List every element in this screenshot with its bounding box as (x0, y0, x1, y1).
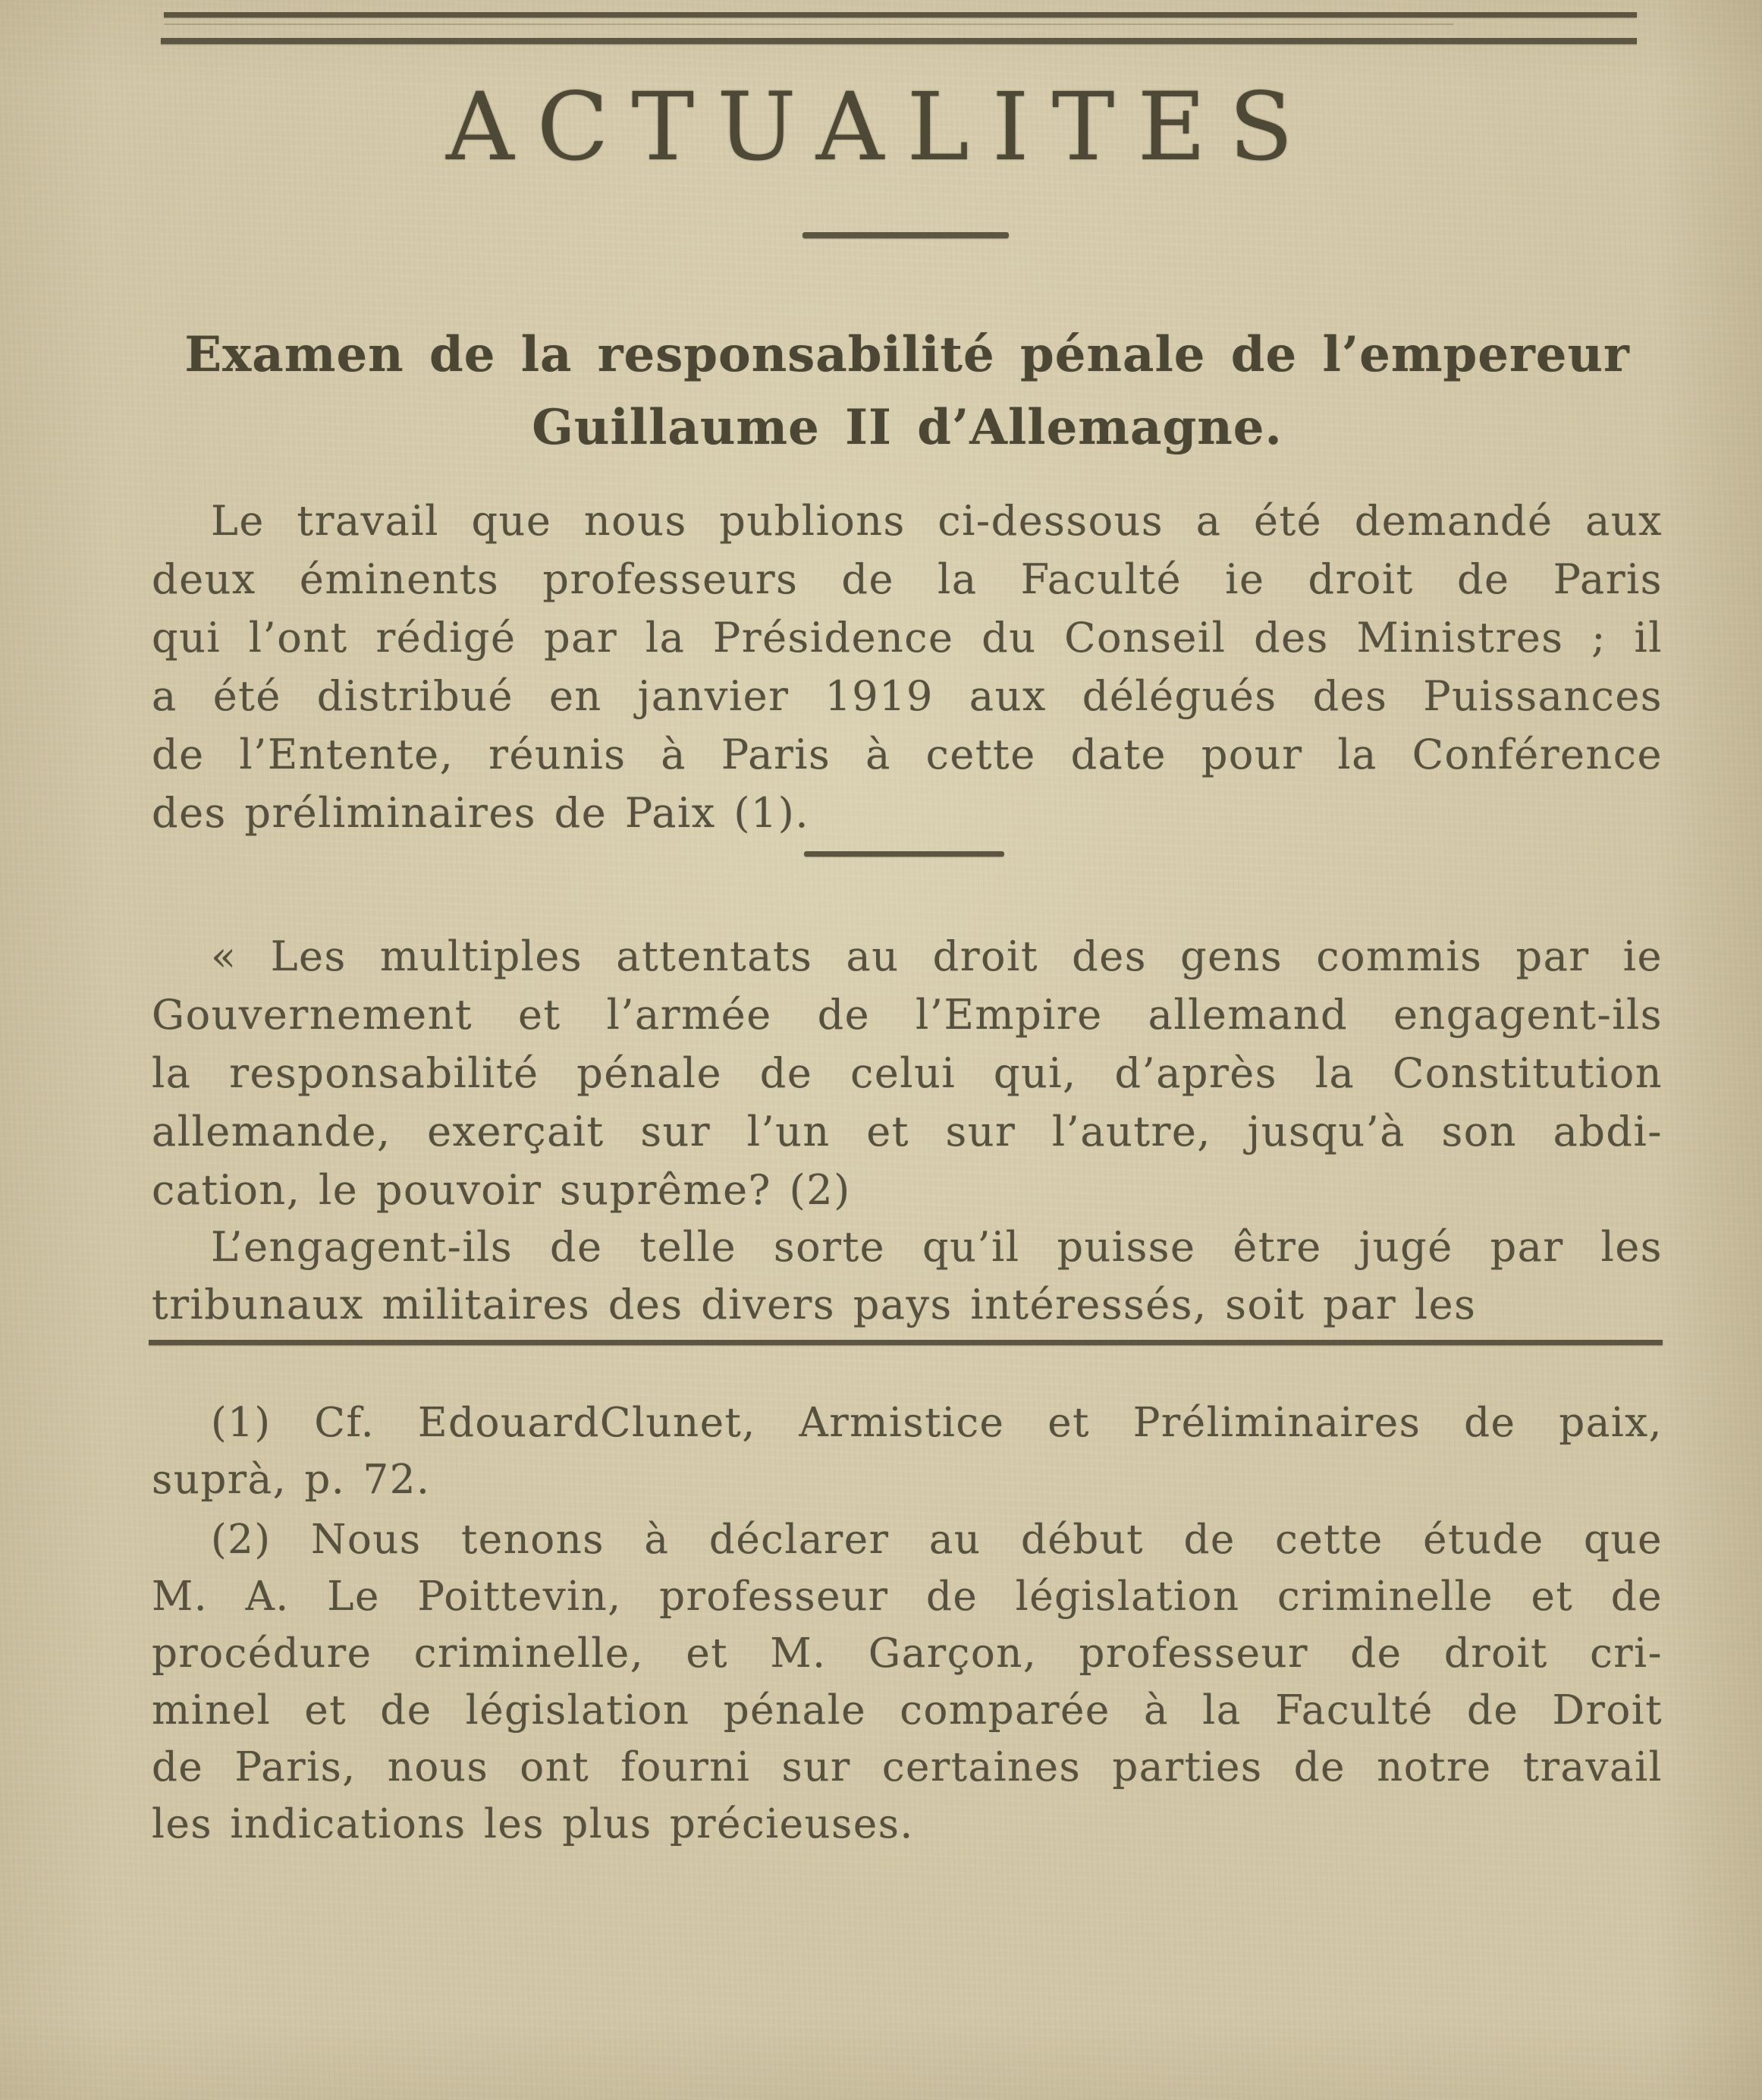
text-line: cation, le pouvoir suprême? (2) (152, 1166, 851, 1214)
text-line: (2) Nous tenons à déclarer au début de cette étude que (211, 1517, 1663, 1563)
top-rule-ghost-line (164, 24, 1453, 25)
page-title: ACTUALITES (446, 73, 1316, 182)
text-line: des préliminaires de Paix (1). (152, 789, 809, 837)
text-line: L’engagent-ils de telle sorte qu’il puisse être jugé par les (211, 1223, 1663, 1271)
text-line: Le travail que nous publions ci-dessous a été demandé aux (211, 497, 1663, 545)
text-line: (1) Cf. EdouardClunet, Armistice et Préliminaires de paix, (211, 1400, 1663, 1446)
text-line: les indications les plus précieuses. (152, 1801, 914, 1847)
footnote-1 (152, 1394, 1663, 1508)
text-line: Gouvernement et l’armée de l’Empire allemand engagent-ils (152, 991, 1663, 1039)
article-heading (152, 319, 1663, 464)
intro-paragraph (152, 492, 1663, 842)
text-line: tribunaux militaires des divers pays intéressés, soit par les (152, 1281, 1477, 1328)
footnote-2 (152, 1511, 1663, 1853)
title-divider-rule (802, 232, 1009, 238)
text-line: Guillaume II d’Allemagne. (532, 399, 1283, 456)
top-double-rule-lower (161, 38, 1637, 44)
quote-paragraph-1 (152, 927, 1663, 1219)
text-line: M. A. Le Poittevin, professeur de législation criminelle et de (152, 1573, 1663, 1620)
text-line: allemande, exerçait sur l’un et sur l’autre, jusqu’à son abdi- (152, 1108, 1663, 1155)
text-line: minel et de législation pénale comparée à la Faculté de Droit (152, 1687, 1663, 1734)
quote-paragraph-2 (152, 1218, 1663, 1334)
text-line: la responsabilité pénale de celui qui, d’après la Constitution (152, 1049, 1663, 1097)
section-divider-rule (804, 851, 1004, 857)
text-line: qui l’ont rédigé par la Présidence du Conseil des Ministres ; il (152, 614, 1663, 662)
text-line: suprà, p. 72. (152, 1457, 431, 1503)
text-line: deux éminents professeurs de la Faculté ie droit de Paris (152, 555, 1663, 603)
text-line: de l’Entente, réunis à Paris à cette date pour la Conférence (152, 731, 1663, 778)
text-line: de Paris, nous ont fourni sur certaines parties de notre travail (152, 1744, 1663, 1790)
top-double-rule-upper (164, 12, 1637, 17)
footnote-separator-rule (149, 1340, 1663, 1345)
text-line: « Les multiples attentats au droit des gens commis par ie (211, 932, 1663, 980)
text-line: a été distribué en janvier 1919 aux délégués des Puissances (152, 672, 1663, 720)
text-line: Examen de la responsabilité pénale de l’empereur (184, 326, 1630, 383)
text-line: procédure criminelle, et M. Garçon, professeur de droit cri- (152, 1630, 1663, 1677)
